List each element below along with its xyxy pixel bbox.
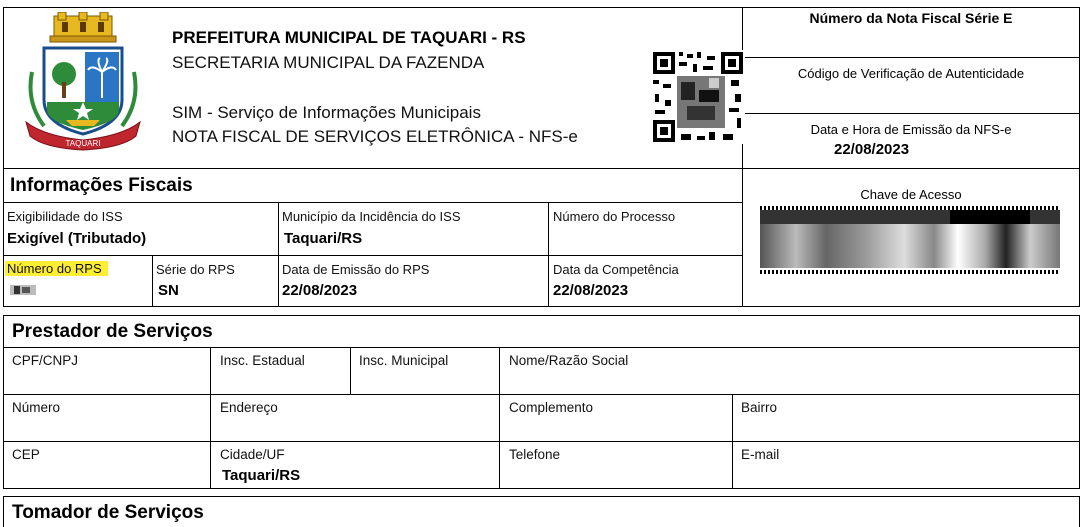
header-divider-horizontal	[3, 168, 743, 169]
iss-label: Exigibilidade do ISS	[7, 209, 123, 224]
fiscal-info-title: Informações Fiscais	[10, 175, 193, 196]
email-label: E-mail	[741, 447, 780, 462]
address-number-label: Número	[12, 400, 61, 415]
provider-row-divider-1	[3, 347, 1080, 348]
address-label: Endereço	[220, 400, 278, 415]
cep-label: CEP	[12, 447, 40, 462]
fiscal-col-divider-b	[548, 202, 549, 307]
competence-date-value: 22/08/2023	[553, 282, 629, 299]
access-key-barcode	[760, 206, 1060, 276]
municipality-label: Município da Incidência do ISS	[282, 209, 461, 224]
document-title: NOTA FISCAL DE SERVIÇOS ELETRÔNICA - NFS-e	[172, 127, 578, 146]
fiscal-row-divider-1	[3, 202, 743, 203]
cpf-cnpj-label: CPF/CNPJ	[12, 353, 79, 368]
company-name-label: Nome/Razão Social	[509, 353, 629, 368]
taker-title: Tomador de Serviços	[12, 502, 204, 523]
provider-row-divider-3	[3, 441, 1080, 442]
iss-value: Exigível (Tributado)	[7, 230, 147, 247]
process-number-label: Número do Processo	[553, 209, 676, 224]
provider-col-divider-4	[732, 394, 733, 489]
district-label: Bairro	[741, 400, 778, 415]
municipal-crest-logo	[24, 12, 142, 152]
secretariat-title: SECRETARIA MUNICIPAL DA FAZENDA	[172, 53, 485, 72]
provider-title: Prestador de Serviços	[12, 321, 213, 342]
verification-code-label: Código de Verificação de Autenticidade	[797, 66, 1025, 81]
system-title: SIM - Serviço de Informações Municipais	[172, 103, 481, 122]
invoice-number-label: Número da Nota Fiscal Série E	[809, 10, 1013, 26]
access-key-label: Chave de Acesso	[860, 187, 962, 202]
right-divider-3	[742, 168, 1080, 169]
municipality-value: Taquari/RS	[284, 230, 363, 247]
rps-series-label: Série do RPS	[156, 262, 235, 277]
issue-datetime-value: 22/08/2023	[834, 141, 910, 158]
fiscal-col-divider-c	[152, 255, 153, 307]
city-state-label: Cidade/UF	[220, 447, 285, 462]
city-hall-title: PREFEITURA MUNICIPAL DE TAQUARI - RS	[172, 28, 526, 47]
crest-ribbon-text: TAQUARI	[65, 139, 101, 148]
provider-col-divider-3	[499, 347, 500, 489]
provider-col-divider-2	[350, 347, 351, 394]
rps-date-label: Data de Emissão do RPS	[282, 262, 430, 277]
state-registration-label: Insc. Estadual	[220, 353, 305, 368]
issue-datetime-label: Data e Hora de Emissão da NFS-e	[810, 122, 1012, 137]
rps-number-label: Número do RPS	[5, 261, 108, 276]
fiscal-col-divider-a	[278, 202, 279, 307]
municipal-registration-label: Insc. Municipal	[359, 353, 449, 368]
right-divider-1	[742, 57, 1080, 58]
qr-code-image	[651, 50, 745, 144]
right-divider-2	[742, 113, 1080, 114]
fiscal-row-divider-2	[3, 255, 743, 256]
rps-series-value: SN	[158, 282, 179, 299]
provider-row-divider-2	[3, 394, 1080, 395]
rps-date-value: 22/08/2023	[282, 282, 358, 299]
competence-date-label: Data da Competência	[553, 262, 679, 277]
city-state-value: Taquari/RS	[222, 467, 301, 484]
complement-label: Complemento	[509, 400, 594, 415]
rps-number-redacted-icon	[10, 283, 36, 297]
provider-col-divider-1	[210, 347, 211, 489]
phone-label: Telefone	[509, 447, 561, 462]
